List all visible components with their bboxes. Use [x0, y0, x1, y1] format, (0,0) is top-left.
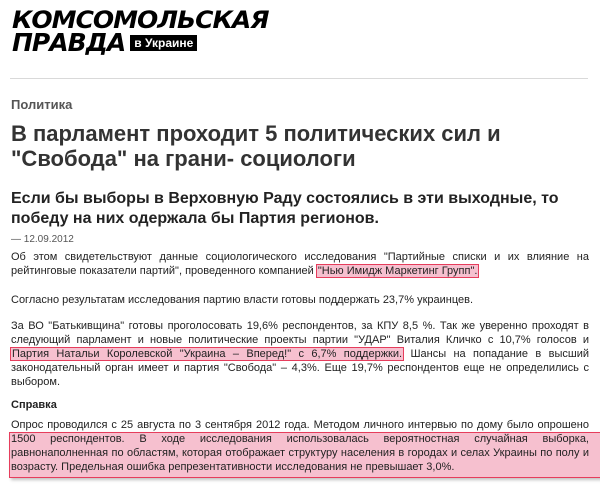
section-label[interactable]: Политика — [11, 97, 73, 112]
site-logo[interactable] — [12, 6, 269, 57]
article-date: — 12.09.2012 — [11, 234, 74, 245]
paragraph-1 — [11, 250, 589, 278]
highlight-company: "Нью Имидж Маркетинг Групп". — [317, 265, 478, 277]
article-headline: В парламент проходит 5 политических сил и "Свобода" на грани- социологи — [11, 121, 501, 171]
highlight-party: Партия Натальи Королевской "Украина – Вперед!" с 6,7% поддержки. — [12, 348, 403, 360]
paragraph-3-tail: Шансы на попадание в высший законодательный орган имеет и партия "Свобода" – 4,3%. Еще 19,7% респондентов еще не определились с выбором. — [11, 348, 589, 388]
article-lead: Если бы выборы в Верховную Раду состоялись в эти выходные, то победу на них одержала бы Партия регионов. — [11, 190, 559, 227]
paragraph-1-text: Об этом свидетельствуют данные социологического исследования "Партийные списки и их влияние на рейтинговые показатели партий", проведенного компанией — [11, 251, 589, 277]
paragraph-3-text: За ВО "Батькивщина" готовы проголосовать 19,6% респондентов, за КПУ 8,5 %. Так же уверенно проходят в следующий парламент и новые политические проекты партии "УДАР" Виталия Кличко с 10,7% голосов и — [11, 320, 589, 346]
paragraph-2: Согласно результатам исследования партию власти готовы поддержать 23,7% украинцев. — [11, 294, 474, 306]
logo-region-badge: в Украине — [130, 35, 197, 51]
logo-line-2: ПРАВДА — [12, 28, 126, 57]
logo-line-1: КОМСОМОЛЬСКАЯ — [12, 6, 269, 34]
paragraph-4-text: Опрос проводился с 25 августа по 3 сентября 2012 года. Методом личного интервью по дому было опрошено — [11, 419, 589, 431]
highlight-survey: 1500 респондентов. В ходе исследования использовалась вероятностная случайная выборка, равнонаполненная по областям, которая отображает структуру населения в городах и селах Украины по полу и возрасту. Предельная ошибка репрезентативности исследования не превышает 3,0%. — [11, 433, 589, 473]
paragraph-4 — [11, 418, 589, 474]
reference-heading: Справка — [11, 399, 57, 411]
header-divider — [10, 78, 588, 79]
paragraph-3 — [11, 319, 589, 389]
